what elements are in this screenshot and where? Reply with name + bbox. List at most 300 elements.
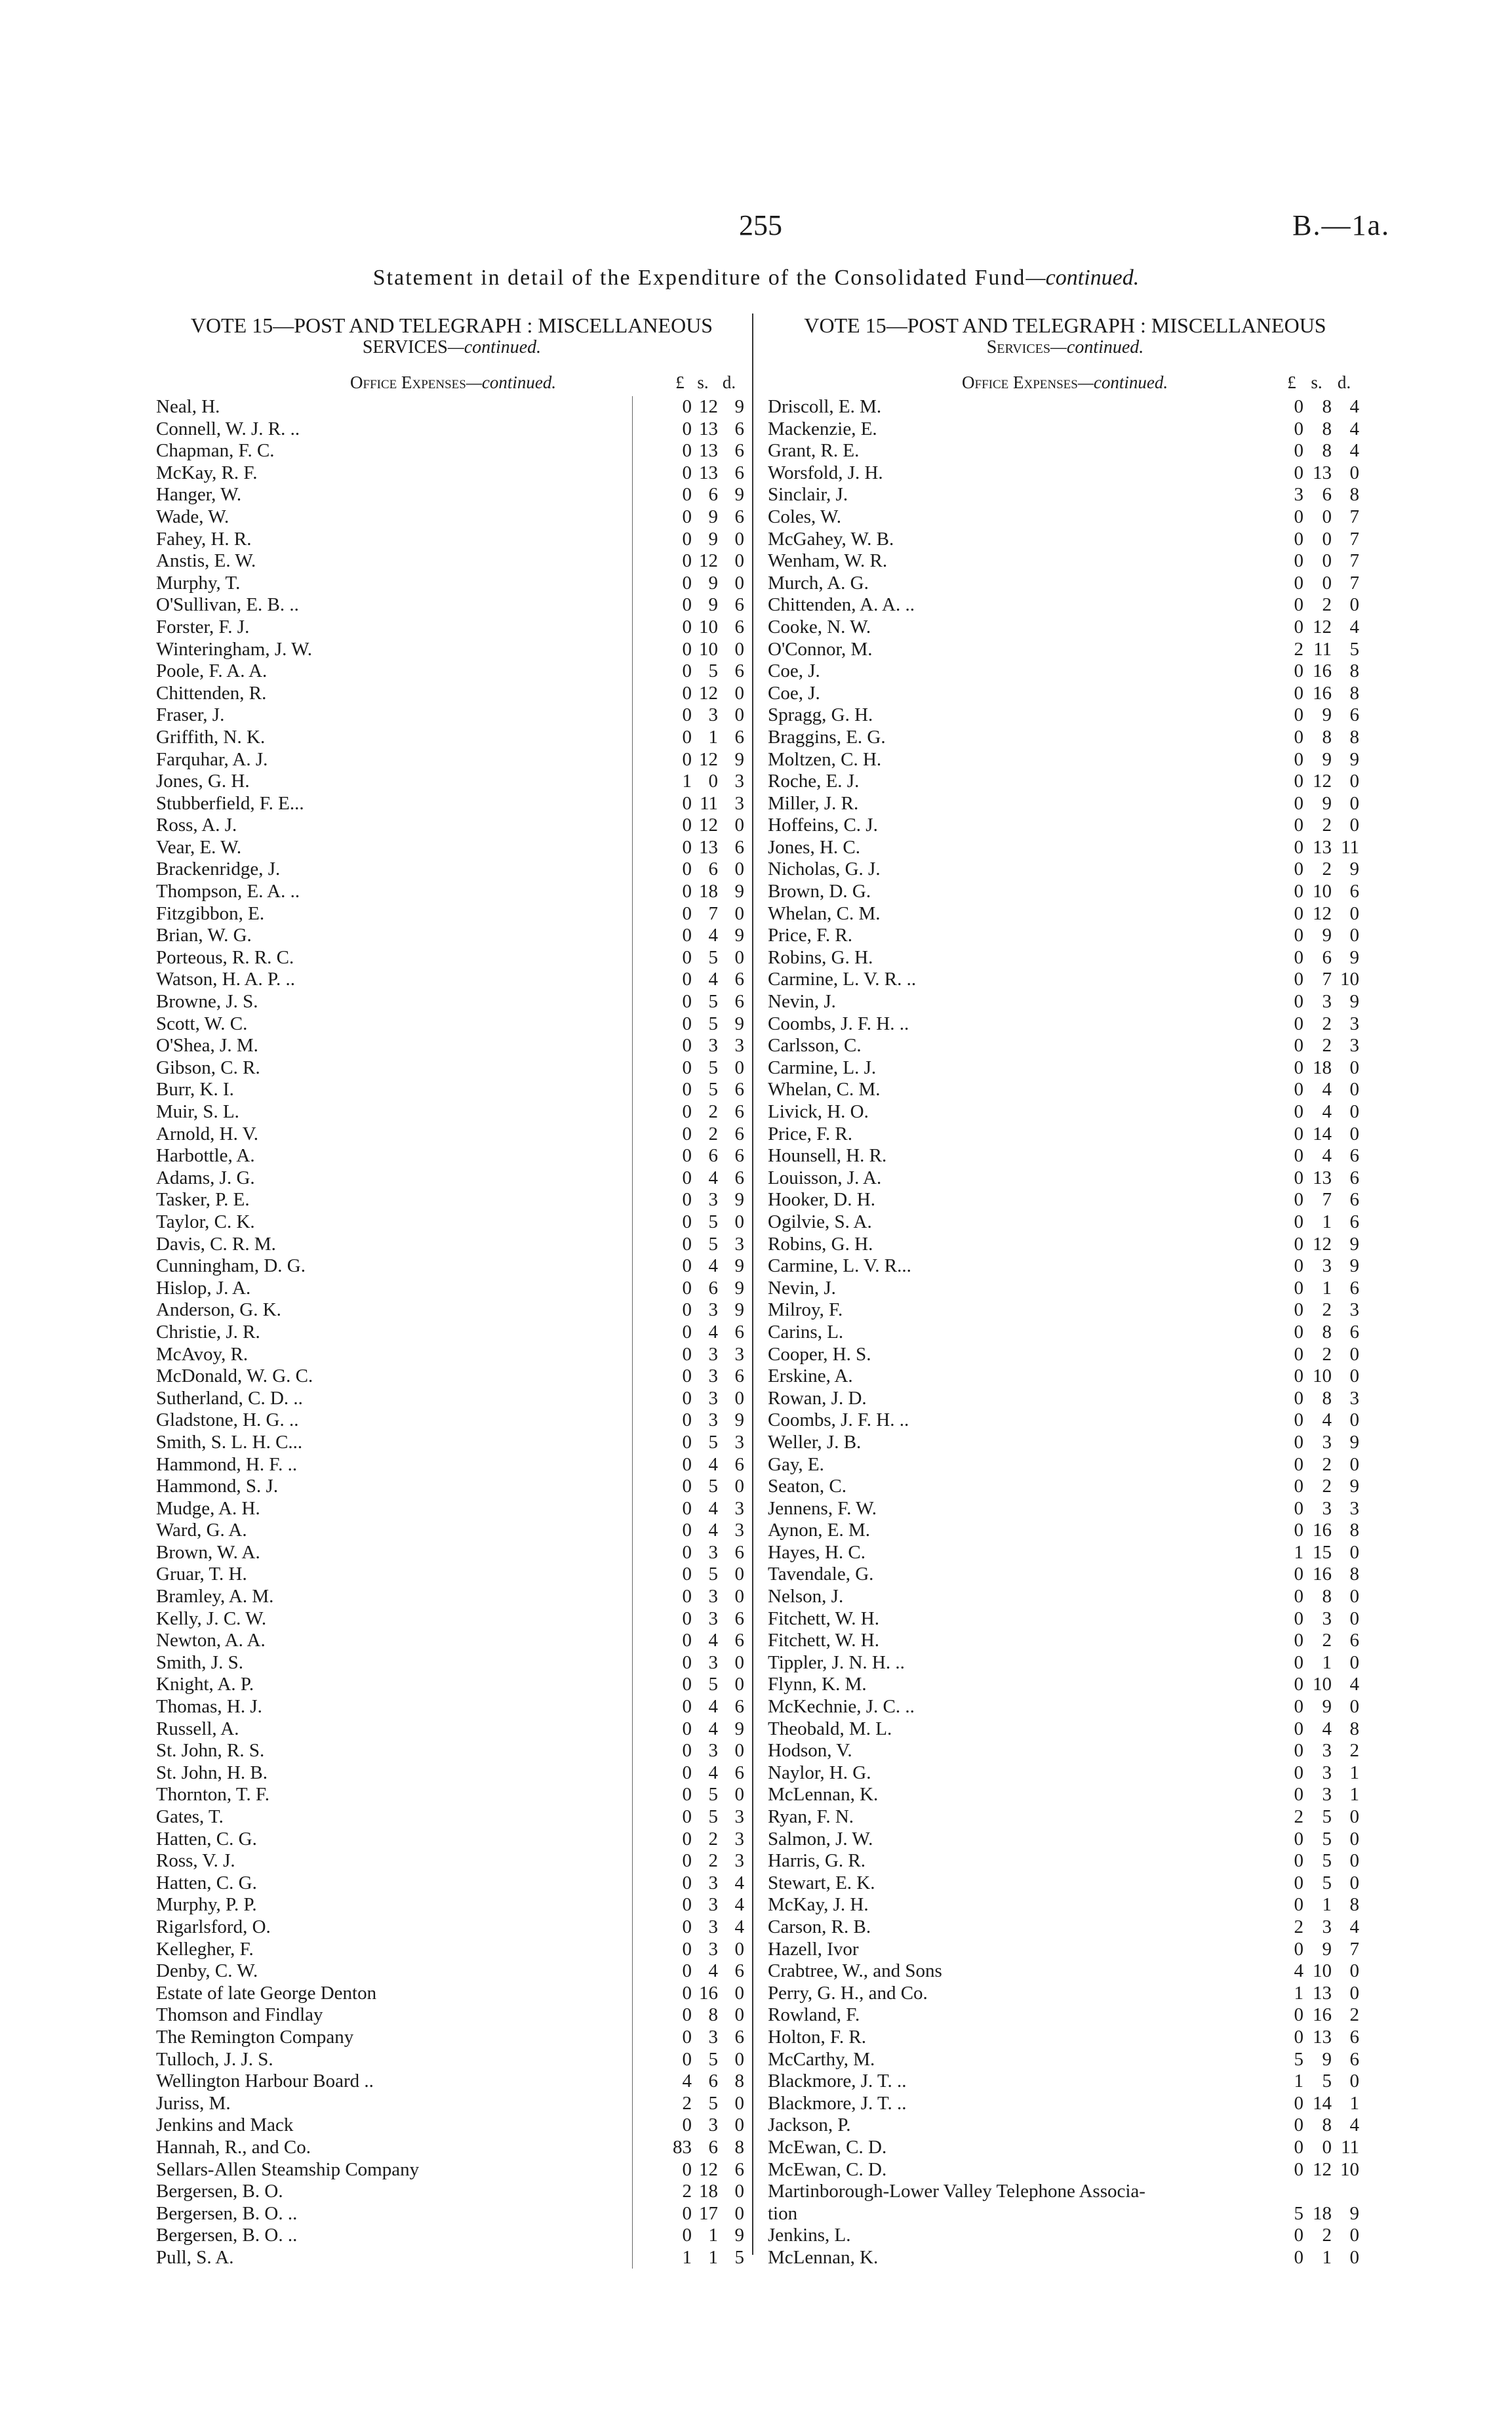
entry-name: Ross, A. J. [156, 815, 237, 836]
amount-pounds: 0 [1294, 815, 1303, 836]
table-row [765, 1520, 1365, 1542]
table-row [765, 727, 1365, 749]
amount-shillings: 9 [708, 594, 718, 616]
amount-pence: 7 [1349, 572, 1359, 594]
amount-pounds: 0 [682, 660, 692, 682]
amount-shillings: 8 [1322, 726, 1332, 748]
amount-shillings: 4 [708, 1167, 718, 1188]
amount-pounds: 0 [682, 1365, 692, 1387]
amount-shillings: 12 [699, 2158, 718, 2180]
amount-pence: 4 [1349, 440, 1359, 462]
amount-shillings: 9 [1322, 2048, 1332, 2070]
entry-name: St. John, H. B. [156, 1762, 268, 1783]
left-services-label: SERVICES [362, 337, 448, 357]
amount-shillings: 9 [1322, 925, 1332, 946]
table-row [765, 1498, 1365, 1520]
amount-shillings: 5 [708, 2048, 718, 2070]
amount-shillings: 10 [699, 616, 718, 637]
entry-name: Griffith, N. K. [156, 726, 266, 748]
amount-shillings: 16 [1313, 660, 1332, 682]
amount-pence: 0 [1349, 1828, 1359, 1850]
amount-shillings: 8 [1322, 1321, 1332, 1343]
amount-pounds: 0 [1294, 991, 1303, 1013]
entry-name: Rowland, F. [768, 2004, 860, 2026]
entry-name: Mudge, A. H. [156, 1497, 260, 1519]
table-row [765, 925, 1365, 947]
entry-name: Hannah, R., and Co. [156, 2136, 311, 2158]
amount-shillings: 3 [708, 1894, 718, 1916]
amount-pence: 0 [1349, 1651, 1359, 1673]
amount-shillings: 2 [1322, 1299, 1332, 1321]
table-row [765, 947, 1365, 969]
amount-pence: 0 [1349, 2071, 1359, 2092]
entry-name: Fitzgibbon, E. [156, 902, 265, 924]
amount-shillings: 5 [708, 1806, 718, 1827]
table-row [153, 1189, 750, 1211]
amount-shillings: 4 [708, 1762, 718, 1783]
amount-shillings: 1 [1322, 1894, 1332, 1916]
entry-name: Gay, E. [768, 1453, 824, 1475]
amount-pounds: 2 [1294, 1806, 1303, 1827]
amount-pounds: 3 [1294, 484, 1303, 506]
amount-shillings: 3 [708, 1343, 718, 1365]
table-row [765, 2093, 1365, 2115]
amount-pence: 0 [734, 2202, 744, 2224]
amount-shillings: 10 [1313, 881, 1332, 902]
entry-name: Brown, D. G. [768, 881, 871, 902]
entry-name: Harris, G. R. [768, 1850, 866, 1872]
amount-pence: 9 [734, 396, 744, 417]
amount-pence: 9 [734, 1299, 744, 1321]
table-row [153, 1674, 750, 1696]
amount-shillings: 13 [1313, 2026, 1332, 2048]
entry-name: McEwan, C. D. [768, 2158, 887, 2180]
table-row [765, 550, 1365, 573]
table-row [153, 1960, 750, 1983]
entry-name: Hodson, V. [768, 1740, 852, 1762]
entry-name: Nevin, J. [768, 991, 836, 1013]
amount-pounds: 0 [682, 594, 692, 616]
amount-shillings: 8 [1322, 418, 1332, 439]
amount-pence: 0 [1349, 1123, 1359, 1144]
entry-name: Braggins, E. G. [768, 726, 886, 748]
entry-name: Anstis, E. W. [156, 550, 256, 572]
entry-name: McLennan, K. [768, 1784, 879, 1806]
amount-pounds: 0 [682, 1453, 692, 1475]
amount-pence: 4 [734, 1872, 744, 1893]
left-column [153, 313, 750, 2269]
entry-name: Coles, W. [768, 506, 841, 527]
table-row [153, 484, 750, 506]
table-row [765, 1278, 1365, 1300]
amount-pence: 3 [734, 1497, 744, 1519]
amount-shillings: 2 [1322, 859, 1332, 880]
table-row [153, 1211, 750, 1234]
amount-pounds: 0 [682, 1409, 692, 1431]
amount-pence: 6 [734, 1696, 744, 1718]
amount-pence: 9 [1349, 748, 1359, 770]
table-row [765, 1211, 1365, 1234]
amount-pounds: 0 [682, 1916, 692, 1937]
amount-pence: 6 [734, 726, 744, 748]
amount-pounds: 0 [1294, 660, 1303, 682]
entry-name: Aynon, E. M. [768, 1520, 871, 1541]
table-row [153, 2247, 750, 2269]
entry-name: Jones, H. C. [768, 836, 860, 858]
entry-name: Cunningham, D. G. [156, 1255, 306, 1277]
entry-name: Burr, K. I. [156, 1079, 234, 1101]
table-row [765, 1872, 1365, 1895]
amount-pounds: 0 [682, 1079, 692, 1101]
entry-name: Smith, S. L. H. C... [156, 1431, 303, 1453]
amount-shillings: 6 [1322, 946, 1332, 968]
amount-pence: 3 [734, 792, 744, 814]
amount-pounds: 0 [1294, 1520, 1303, 1541]
entry-name: Newton, A. A. [156, 1630, 266, 1651]
amount-pence: 6 [734, 1960, 744, 1982]
entry-name: Christie, J. R. [156, 1321, 260, 1343]
amount-pence: 6 [734, 506, 744, 527]
amount-pence: 9 [1349, 1476, 1359, 1497]
amount-shillings: 13 [699, 836, 718, 858]
amount-shillings: 3 [708, 1938, 718, 1960]
amount-pence: 4 [1349, 1916, 1359, 1937]
entry-name: Muir, S. L. [156, 1101, 239, 1122]
table-row [153, 2114, 750, 2137]
statement-title [0, 266, 1512, 291]
entry-name: Whelan, C. M. [768, 902, 881, 924]
amount-pence: 3 [734, 1520, 744, 1541]
amount-pounds: 0 [682, 1586, 692, 1607]
amount-shillings: 0 [708, 771, 718, 792]
table-row [765, 969, 1365, 991]
table-row [765, 484, 1365, 506]
entry-name: Salmon, J. W. [768, 1828, 873, 1850]
amount-shillings: 2 [1322, 2225, 1332, 2246]
amount-pence: 0 [1349, 1541, 1359, 1563]
table-row [765, 1365, 1365, 1388]
table-row [153, 1476, 750, 1498]
amount-shillings: 10 [1313, 1960, 1332, 1982]
amount-pence: 6 [734, 2158, 744, 2180]
amount-pence: 5 [734, 2246, 744, 2268]
amount-pounds: 0 [682, 1013, 692, 1034]
amount-shillings: 12 [1313, 616, 1332, 637]
entry-name: Murphy, T. [156, 572, 241, 594]
entry-name: Sellars-Allen Steamship Company [156, 2158, 420, 2180]
amount-pence: 0 [1349, 1586, 1359, 1607]
amount-pence: 0 [734, 1674, 744, 1695]
amount-pounds: 0 [1294, 1321, 1303, 1343]
amount-pounds: 0 [682, 881, 692, 902]
amount-shillings: 8 [708, 2004, 718, 2026]
amount-pence: 8 [1349, 726, 1359, 748]
amount-shillings: 6 [1322, 484, 1332, 506]
table-row [765, 2181, 1365, 2203]
table-row [765, 2004, 1365, 2027]
table-row [153, 837, 750, 859]
amount-shillings: 4 [708, 925, 718, 946]
amount-shillings: 5 [1322, 1872, 1332, 1893]
table-row [765, 1983, 1365, 2005]
amount-pence: 0 [1349, 771, 1359, 792]
table-row [153, 2159, 750, 2181]
amount-pounds: 1 [1294, 2071, 1303, 2092]
amount-shillings: 11 [700, 792, 718, 814]
amount-pounds: 0 [1294, 1365, 1303, 1387]
amount-pence: 6 [734, 1762, 744, 1783]
amount-pounds: 0 [1294, 1387, 1303, 1409]
amount-shillings: 6 [708, 1145, 718, 1167]
entry-name: McDonald, W. G. C. [156, 1365, 313, 1387]
amount-pence: 0 [1349, 1057, 1359, 1078]
amount-shillings: 4 [708, 1321, 718, 1343]
amount-pounds: 0 [682, 925, 692, 946]
entry-name: Forster, F. J. [156, 616, 250, 637]
entry-name: St. John, R. S. [156, 1740, 265, 1762]
table-row [153, 1894, 750, 1916]
amount-pounds: 0 [1294, 1784, 1303, 1806]
entry-name: Thomson and Findlay [156, 2004, 323, 2026]
amount-shillings: 8 [1322, 2114, 1332, 2136]
amount-shillings: 8 [1322, 1586, 1332, 1607]
table-row [765, 1829, 1365, 1851]
amount-pence: 6 [734, 2026, 744, 2048]
amount-shillings: 12 [699, 815, 718, 836]
amount-pounds: 0 [1294, 572, 1303, 594]
amount-pence: 8 [734, 2071, 744, 2092]
entry-name: Holton, F. R. [768, 2026, 866, 2048]
entry-name: Jenkins, L. [768, 2225, 851, 2246]
amount-pounds: 0 [1294, 1211, 1303, 1232]
amount-pounds: 0 [1294, 462, 1303, 483]
amount-shillings: 5 [708, 1057, 718, 1078]
entry-name: McEwan, C. D. [768, 2136, 887, 2158]
amount-shillings: 16 [1313, 1564, 1332, 1585]
amount-shillings: 12 [699, 550, 718, 572]
table-row [153, 1916, 750, 1939]
amount-shillings: 3 [708, 1740, 718, 1762]
amount-shillings: 2 [1322, 815, 1332, 836]
table-row [765, 440, 1365, 462]
amount-pence: 6 [734, 1123, 744, 1144]
table-row [153, 617, 750, 639]
right-vote-heading: VOTE 15—POST AND TELEGRAPH : MISCELLANEOUS [804, 313, 1326, 337]
left-section-label [350, 373, 556, 393]
table-row [765, 396, 1365, 418]
amount-pounds: 0 [1294, 1872, 1303, 1893]
amount-pence: 6 [734, 462, 744, 483]
amount-shillings: 4 [708, 1718, 718, 1739]
amount-shillings: 3 [1322, 1497, 1332, 1519]
left-unit-pence: d. [722, 373, 736, 392]
amount-pence: 6 [734, 1079, 744, 1101]
entry-name: Bergersen, B. O. [156, 2181, 283, 2202]
amount-pounds: 0 [682, 1431, 692, 1453]
amount-pence: 3 [734, 771, 744, 792]
amount-shillings: 3 [1322, 1431, 1332, 1453]
table-row [153, 2049, 750, 2071]
amount-shillings: 13 [699, 462, 718, 483]
amount-pence: 8 [1349, 660, 1359, 682]
table-row [153, 2093, 750, 2115]
table-row [765, 2247, 1365, 2269]
amount-pence: 0 [1349, 1101, 1359, 1122]
amount-pence: 0 [1349, 1806, 1359, 1827]
amount-shillings: 3 [708, 1541, 718, 1563]
amount-pence: 4 [1349, 616, 1359, 637]
table-row [765, 815, 1365, 837]
table-row [153, 1255, 750, 1278]
entry-name: tion [768, 2202, 798, 2224]
amount-shillings: 3 [708, 1189, 718, 1211]
table-row [153, 1630, 750, 1652]
amount-pounds: 0 [682, 462, 692, 483]
table-row [765, 991, 1365, 1013]
amount-pence: 0 [734, 638, 744, 660]
amount-pounds: 0 [1294, 1828, 1303, 1850]
table-row [153, 1145, 750, 1167]
entry-name: Porteous, R. R. C. [156, 946, 294, 968]
amount-pence: 6 [734, 1453, 744, 1475]
entry-name: Gibson, C. R. [156, 1057, 260, 1078]
amount-shillings: 4 [708, 1497, 718, 1519]
entry-name: Taylor, C. K. [156, 1211, 255, 1232]
entry-name: Carmine, L. V. R. .. [768, 969, 917, 990]
table-row [765, 2027, 1365, 2049]
amount-shillings: 5 [708, 991, 718, 1013]
table-row [765, 2071, 1365, 2093]
amount-pence: 4 [1349, 2114, 1359, 2136]
table-row [153, 2137, 750, 2159]
amount-shillings: 3 [708, 1409, 718, 1431]
amount-pence: 9 [734, 1277, 744, 1299]
amount-pounds: 0 [682, 2026, 692, 2048]
amount-pence: 7 [1349, 506, 1359, 527]
table-row [153, 1564, 750, 1586]
amount-shillings: 7 [708, 902, 718, 924]
amount-pounds: 0 [682, 682, 692, 704]
amount-pence: 3 [734, 1431, 744, 1453]
table-row [765, 1586, 1365, 1608]
amount-pence: 6 [734, 1365, 744, 1387]
amount-pence: 9 [1349, 991, 1359, 1013]
amount-pence: 0 [1349, 815, 1359, 836]
amount-pounds: 0 [1294, 616, 1303, 637]
amount-shillings: 15 [1313, 1541, 1332, 1563]
amount-shillings: 3 [1322, 1762, 1332, 1783]
amount-pounds: 0 [682, 1233, 692, 1255]
amount-shillings: 3 [708, 1586, 718, 1607]
entry-name: Wenham, W. R. [768, 550, 888, 572]
amount-pounds: 0 [1294, 704, 1303, 726]
table-row [765, 1630, 1365, 1652]
amount-pounds: 0 [1294, 1343, 1303, 1365]
amount-pence: 6 [734, 1101, 744, 1122]
table-row [153, 1365, 750, 1388]
amount-shillings: 5 [708, 1233, 718, 1255]
amount-pence: 3 [734, 1035, 744, 1057]
amount-pounds: 0 [1294, 1123, 1303, 1144]
entry-name: Bergersen, B. O. .. [156, 2202, 298, 2224]
entry-name: Carins, L. [768, 1321, 844, 1343]
entry-name: Livick, H. O. [768, 1101, 869, 1122]
table-row [153, 1740, 750, 1762]
amount-pounds: 0 [1294, 1101, 1303, 1122]
entry-name: Bramley, A. M. [156, 1586, 274, 1607]
entry-name: Hayes, H. C. [768, 1541, 866, 1563]
amount-pence: 0 [734, 1740, 744, 1762]
amount-pence: 8 [1349, 682, 1359, 704]
amount-shillings: 11 [1313, 638, 1332, 660]
table-row [153, 2203, 750, 2225]
table-row [765, 594, 1365, 617]
table-row [765, 1409, 1365, 1432]
amount-shillings: 3 [1322, 1255, 1332, 1277]
amount-pounds: 0 [682, 1674, 692, 1695]
amount-pence: 0 [1349, 1453, 1359, 1475]
amount-pence: 9 [734, 1409, 744, 1431]
amount-pence: 6 [1349, 1277, 1359, 1299]
amount-shillings: 4 [708, 1696, 718, 1718]
amount-shillings: 12 [1313, 1233, 1332, 1255]
entry-name: Tavendale, G. [768, 1564, 874, 1585]
amount-pounds: 0 [1294, 1740, 1303, 1762]
entry-name: Coombs, J. F. H. .. [768, 1013, 909, 1034]
amount-pence: 0 [1349, 1872, 1359, 1893]
amount-pence: 7 [1349, 1938, 1359, 1960]
table-row [153, 418, 750, 441]
entry-name: Sutherland, C. D. .. [156, 1387, 303, 1409]
table-row [153, 573, 750, 595]
table-row [153, 594, 750, 617]
table-row [153, 683, 750, 705]
entry-name: Murphy, P. P. [156, 1894, 257, 1916]
amount-shillings: 3 [1322, 1740, 1332, 1762]
amount-shillings: 3 [708, 1651, 718, 1673]
table-row [153, 1278, 750, 1300]
amount-pounds: 0 [682, 1497, 692, 1519]
amount-pounds: 0 [682, 1850, 692, 1872]
table-row [153, 550, 750, 573]
entry-name: McGahey, W. B. [768, 528, 894, 550]
amount-pounds: 0 [682, 815, 692, 836]
entry-name: Brian, W. G. [156, 925, 252, 946]
amount-pounds: 0 [1294, 1013, 1303, 1034]
amount-pence: 8 [1349, 1520, 1359, 1541]
table-row [153, 2225, 750, 2247]
amount-shillings: 9 [1322, 1938, 1332, 1960]
right-unit-shillings: s. [1311, 373, 1323, 392]
table-row [153, 1454, 750, 1476]
table-row [153, 704, 750, 727]
table-row [765, 506, 1365, 529]
amount-pence: 6 [1349, 704, 1359, 726]
table-row [153, 969, 750, 991]
entry-name: Martinborough-Lower Valley Telephone Associa- [768, 2181, 1145, 2202]
amount-shillings: 5 [708, 660, 718, 682]
entry-name: Juriss, M. [156, 2092, 231, 2114]
amount-pounds: 0 [1294, 418, 1303, 439]
amount-pounds: 0 [682, 1564, 692, 1585]
amount-pence: 4 [734, 1916, 744, 1937]
amount-pence: 0 [734, 1387, 744, 1409]
left-section-label-text: Office Expenses [350, 373, 466, 392]
amount-pounds: 0 [1294, 594, 1303, 616]
amount-pence: 0 [734, 550, 744, 572]
table-row [765, 1013, 1365, 1036]
entry-name: Hazell, Ivor [768, 1938, 859, 1960]
